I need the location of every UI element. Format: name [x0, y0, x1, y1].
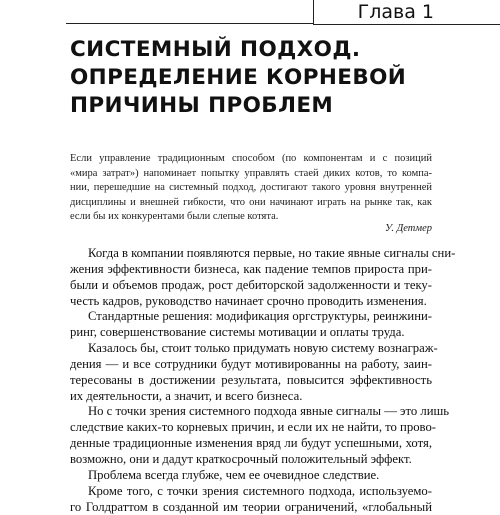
body-text [70, 246, 432, 515]
epigraph-line: «мира затрат») напоминает попытку управлять стаей диких котов, то компа- [70, 167, 432, 182]
epigraph-line: нии, перешедшие на системный подход, достигают такого уровня внутренней [70, 181, 432, 196]
epigraph-author: У. Детмер [70, 223, 432, 234]
epigraph [70, 152, 432, 225]
body-line: дения — и все сотрудники будут мотивированны на работу, заин- [70, 357, 432, 373]
body-line: жения эффективности бизнеса, как падение темпов прироста при- [70, 262, 432, 278]
body-line: Но с точки зрения системного подхода явные сигналы — это лишь [70, 404, 432, 420]
chapter-title-line: СИСТЕМНЫЙ ПОДХОД. [70, 36, 490, 64]
epigraph-line: дисциплины и внешней гибкости, что они начинают играть на рынке так, как [70, 196, 432, 211]
body-line: Стандартные решения: модификация оргструктуры, реинжини- [70, 309, 432, 325]
body-line: честь кадров, руководство начинает срочно проводить изменения. [70, 294, 432, 310]
body-line: Кроме того, с точки зрения системного подхода, используемо- [70, 484, 432, 500]
epigraph-line: если бы их конкурентами были слепые котята. [70, 210, 432, 225]
body-line: возможно, они и дадут краткосрочный положительный эффект. [70, 452, 432, 468]
chapter-title-line: ПРИЧИНЫ ПРОБЛЕМ [70, 92, 490, 120]
body-line: были и объемов продаж, рост дебиторской задолженности и теку- [70, 278, 432, 294]
epigraph-line: Если управление традиционным способом (по компонентам и с позиций [70, 152, 432, 167]
body-line: Проблема всегда глубже, чем ее очевидное следствие. [70, 468, 432, 484]
body-line: Казалось бы, стоит только придумать новую систему вознаграж- [70, 341, 432, 357]
chapter-title-line: ОПРЕДЕЛЕНИЕ КОРНЕВОЙ [70, 64, 490, 92]
body-line: их деятельности, а значит, и всего бизнеса. [70, 389, 432, 405]
chapter-label: Глава 1 [0, 0, 434, 24]
body-line: следствие каких-то корневых причин, и если их не найти, то прово- [70, 420, 432, 436]
chapter-title [70, 36, 490, 120]
body-line: ринг, совершенствование системы мотивации и оплаты труда. [70, 325, 432, 341]
body-line: Когда в компании появляются первые, но такие явные сигналы сни- [70, 246, 432, 262]
body-line: го Голдраттом в созданной им теории ограничений, «глобальный [70, 500, 432, 515]
body-line: тересованы в достижении результата, повысится эффективность [70, 373, 432, 389]
body-line: денные традиционные изменения вряд ли будут успешными, хотя, [70, 436, 432, 452]
